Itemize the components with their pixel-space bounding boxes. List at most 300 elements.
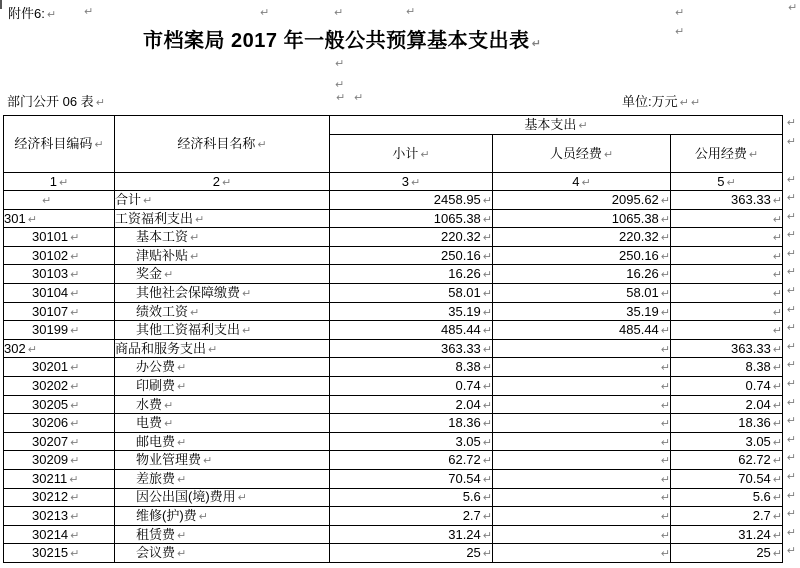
table-row <box>4 358 783 377</box>
row-end-mark: ↵ <box>786 432 797 446</box>
paragraph-mark: ↵ <box>203 454 213 468</box>
paragraph-mark: ↵ <box>482 528 492 542</box>
paragraph-mark: ↵ <box>70 510 80 524</box>
cell-subtotal: 25 ↵ <box>330 544 493 563</box>
cell-personnel: 16.26 ↵ <box>493 265 671 284</box>
paragraph-mark: ↵ <box>772 342 783 356</box>
cell-personnel <box>493 414 671 433</box>
cell-subtotal: 3.05 ↵ <box>330 432 493 451</box>
index-cell-1 <box>4 173 115 191</box>
cell-public: 2.04 ↵ ↵ <box>671 395 783 414</box>
header-cell-basic-expenditure <box>330 116 797 135</box>
header-cell-public <box>671 135 797 173</box>
cell-subject-name: 其他社会保障缴费 ↵ <box>115 283 330 302</box>
paragraph-mark: ↵ <box>660 268 670 282</box>
row-end-mark: ↵ <box>786 488 797 502</box>
cell-subtotal: 62.72 ↵ <box>330 451 493 470</box>
paragraph-mark: ↵ <box>482 379 492 393</box>
paragraph-mark: ↵ <box>411 175 421 189</box>
paragraph-mark: ↵ <box>531 37 542 50</box>
cell-subject-code: 30206 ↵ <box>4 414 115 433</box>
paragraph-mark: ↵ <box>242 324 252 338</box>
table-row <box>4 451 783 470</box>
paragraph-mark: ↵ <box>660 379 670 393</box>
cell-public: 25 ↵ ↵ <box>671 544 783 563</box>
cell-personnel <box>493 339 671 358</box>
paragraph-mark: ↵ <box>772 547 783 561</box>
paragraph-mark: ↵ <box>42 193 52 207</box>
cell-personnel <box>493 376 671 395</box>
cell-subject-name: 物业管理费 ↵ <box>115 451 330 470</box>
paragraph-mark: ↵ <box>772 193 783 207</box>
header-cell-subtotal <box>330 135 493 173</box>
table-row <box>4 488 783 507</box>
paragraph-mark: ↵ <box>70 268 80 282</box>
cell-subject-name: 办公费 ↵ <box>115 358 330 377</box>
cell-subtotal: 250.16 ↵ <box>330 246 493 265</box>
cell-personnel <box>493 432 671 451</box>
paragraph-mark: ↵ <box>772 454 783 468</box>
paragraph-mark: ↵ <box>237 491 247 505</box>
cell-subtotal: 220.32 ↵ <box>330 228 493 247</box>
paragraph-mark: ↵ <box>70 417 80 431</box>
cell-subtotal: 1065.38 ↵ <box>330 209 493 228</box>
cell-subject-code: 30103 ↵ <box>4 265 115 284</box>
cell-subject-name: 电费 ↵ <box>115 414 330 433</box>
paragraph-mark: ↵ <box>84 5 94 18</box>
row-end-mark: ↵ <box>786 507 797 521</box>
cell-public: 0.74 ↵ ↵ <box>671 376 783 395</box>
row-end-mark: ↵ <box>786 376 797 390</box>
paragraph-mark: ↵ <box>772 286 783 300</box>
paragraph-mark: ↵ <box>70 324 80 338</box>
cell-subject-code: 30215 ↵ <box>4 544 115 563</box>
budget-table <box>3 115 797 563</box>
cell-subject-name: 其他工资福利支出 ↵ <box>115 321 330 340</box>
cell-personnel: 35.19 ↵ <box>493 302 671 321</box>
paragraph-mark: ↵ <box>482 231 492 245</box>
paragraph-mark: ↵ <box>177 528 187 542</box>
index-cell-3 <box>330 173 493 191</box>
paragraph-mark: ↵ <box>772 212 783 226</box>
unit-label-text: 单位:万元 ↵ ↵ <box>622 94 701 109</box>
cell-subtotal: 8.38 ↵ <box>330 358 493 377</box>
paragraph-mark: ↵ <box>46 8 57 21</box>
table-number-text: 部门公开 06 表 ↵ <box>7 94 105 109</box>
cell-subject-code: 301 ↵ <box>4 209 115 228</box>
table-row <box>4 191 783 210</box>
header-name-label: 经济科目名称 ↵ <box>177 136 267 152</box>
paragraph-mark: ↵ <box>675 25 685 38</box>
paragraph-mark: ↵ <box>94 138 104 152</box>
cell-subject-code: 30205 ↵ <box>4 395 115 414</box>
cell-public: 62.72 ↵ ↵ <box>671 451 783 470</box>
row-end-mark: ↵ <box>786 358 797 372</box>
paragraph-mark: ↵ <box>27 212 37 226</box>
cell-personnel <box>493 544 671 563</box>
cell-subject-name: 奖金 ↵ <box>115 265 330 284</box>
page-title <box>143 24 541 53</box>
paragraph-mark: ↵ <box>772 472 783 486</box>
cell-subject-code: 30213 ↵ <box>4 507 115 526</box>
cell-subject-code: 30209 ↵ <box>4 451 115 470</box>
paragraph-mark: ↵ <box>177 472 187 486</box>
index-label: 3 ↵ <box>401 173 421 189</box>
paragraph-mark: ↵ <box>660 472 670 486</box>
cell-subject-code: 30207 ↵ <box>4 432 115 451</box>
paragraph-mark: ↵ <box>603 147 614 161</box>
paragraph-mark: ↵ <box>95 96 105 109</box>
table-row-column-index <box>4 173 783 191</box>
index-label: 5 ↵ <box>717 173 736 189</box>
cell-personnel <box>493 358 671 377</box>
paragraph-mark: ↵ <box>177 361 187 375</box>
cell-subject-code: 30212 ↵ <box>4 488 115 507</box>
cell-subtotal: 16.26 ↵ <box>330 265 493 284</box>
cell-personnel: 220.32 ↵ <box>493 228 671 247</box>
paragraph-mark: ↵ <box>70 398 80 412</box>
paragraph-mark: ↵ <box>335 78 345 91</box>
paragraph-mark: ↵ <box>660 249 670 263</box>
cell-subject-name: 会议费 ↵ <box>115 544 330 563</box>
cell-subtotal: 2.04 ↵ <box>330 395 493 414</box>
cell-personnel: 2095.62 ↵ <box>493 191 671 210</box>
cell-public <box>671 246 797 265</box>
row-end-mark: ↵ <box>786 265 797 279</box>
cell-public: 2.7 ↵ ↵ <box>671 507 783 526</box>
cell-public: 8.38 ↵ ↵ <box>671 358 783 377</box>
paragraph-mark: ↵ <box>772 510 783 524</box>
paragraph-mark: ↵ <box>772 528 783 542</box>
row-end-mark: ↵ <box>786 116 797 129</box>
paragraph-mark: ↵ <box>420 147 430 161</box>
paragraph-mark: ↵ <box>242 286 252 300</box>
cell-subject-code: 30199 ↵ <box>4 321 115 340</box>
paragraph-mark: ↵ <box>660 286 670 300</box>
cell-subject-code: 30201 ↵ <box>4 358 115 377</box>
paragraph-mark: ↵ <box>482 472 492 486</box>
paragraph-mark: ↵ <box>482 510 492 524</box>
cell-subtotal: 2458.95 ↵ <box>330 191 493 210</box>
cell-public <box>671 209 797 228</box>
paragraph-mark: ↵ <box>190 305 200 319</box>
cell-subject-code: 30202 ↵ <box>4 376 115 395</box>
row-end-mark: ↵ <box>786 469 797 483</box>
cell-personnel: 1065.38 ↵ <box>493 209 671 228</box>
paragraph-mark: ↵ <box>482 342 492 356</box>
cell-subject-name: 水费 ↵ <box>115 395 330 414</box>
paragraph-mark: ↵ <box>70 286 80 300</box>
index-label: 4 ↵ <box>572 173 591 189</box>
paragraph-mark: ↵ <box>772 361 783 375</box>
budget-table-body <box>4 191 797 563</box>
paragraph-mark: ↵ <box>482 454 492 468</box>
paragraph-mark: ↵ <box>482 249 492 263</box>
table-row <box>4 376 783 395</box>
paragraph-mark: ↵ <box>70 249 80 263</box>
header-subtotal-label: 小计 ↵ <box>392 145 430 161</box>
table-row <box>4 525 783 544</box>
paragraph-mark: ↵ <box>164 417 174 431</box>
table-row <box>4 283 783 302</box>
paragraph-mark: ↵ <box>69 472 79 486</box>
paragraph-mark: ↵ <box>788 1 798 14</box>
paragraph-mark: ↵ <box>660 212 670 226</box>
cell-subject-code: 30107 ↵ <box>4 302 115 321</box>
paragraph-mark: ↵ <box>222 175 232 189</box>
cell-public: 363.33 ↵ ↵ <box>671 191 783 210</box>
cell-public <box>671 265 797 284</box>
cell-subject-code: 302 ↵ <box>4 339 115 358</box>
paragraph-mark: ↵ <box>482 193 492 207</box>
cell-personnel <box>493 525 671 544</box>
paragraph-mark: ↵ <box>335 57 345 70</box>
paragraph-mark: ↵ <box>198 510 208 524</box>
index-cell-4 <box>493 173 671 191</box>
row-end-mark: ↵ <box>786 246 797 260</box>
paragraph-mark: ↵ <box>660 528 670 542</box>
table-row-header-group <box>4 116 783 135</box>
paragraph-mark: ↵ <box>177 547 187 561</box>
paragraph-mark: ↵ <box>660 231 670 245</box>
row-end-mark: ↵ <box>786 135 797 148</box>
row-end-mark: ↵ <box>786 414 797 428</box>
paragraph-mark: ↵ <box>772 398 783 412</box>
cell-subject-name: 印刷费 ↵ <box>115 376 330 395</box>
cell-subject-code: 30104 ↵ <box>4 283 115 302</box>
paragraph-mark: ↵ <box>675 6 685 19</box>
cell-personnel <box>493 469 671 488</box>
table-row <box>4 265 783 284</box>
cell-subtotal: 70.54 ↵ <box>330 469 493 488</box>
cell-public <box>671 283 797 302</box>
row-end-mark: ↵ <box>786 191 797 204</box>
row-end-mark: ↵ <box>786 302 797 316</box>
paragraph-mark: ↵ <box>748 147 759 161</box>
paragraph-mark: ↵ <box>772 249 783 263</box>
row-end-mark: ↵ <box>786 283 797 297</box>
table-row <box>4 469 783 488</box>
cell-subject-code <box>4 191 115 210</box>
cell-subject-code: 30211 ↵ <box>4 469 115 488</box>
cell-subtotal: 35.19 ↵ <box>330 302 493 321</box>
table-row <box>4 395 783 414</box>
cell-subject-code: 30102 ↵ <box>4 246 115 265</box>
paragraph-mark: ↵ <box>70 435 80 449</box>
paragraph-mark: ↵ <box>660 361 670 375</box>
header-personnel-label: 人员经费 ↵ <box>549 145 614 161</box>
cell-public <box>671 302 797 321</box>
cell-public: 70.54 ↵ ↵ <box>671 469 783 488</box>
header-cell-name <box>115 116 330 173</box>
cell-personnel: 58.01 ↵ <box>493 283 671 302</box>
paragraph-mark: ↵ <box>70 379 80 393</box>
paragraph-mark: ↵ <box>772 417 783 431</box>
paragraph-mark: ↵ <box>482 417 492 431</box>
cell-public: 31.24 ↵ ↵ <box>671 525 783 544</box>
paragraph-mark: ↵ <box>70 547 80 561</box>
cell-subtotal: 0.74 ↵ <box>330 376 493 395</box>
paragraph-mark: ↵ <box>772 379 783 393</box>
paragraph-mark: ↵ <box>772 491 783 505</box>
paragraph-mark: ↵ <box>660 342 670 356</box>
paragraph-mark: ↵ <box>660 454 670 468</box>
cell-subtotal: 485.44 ↵ <box>330 321 493 340</box>
attachment-label-text: 附件6: ↵ <box>8 6 57 21</box>
header-cell-code <box>4 116 115 173</box>
paragraph-mark: ↵ <box>27 342 37 356</box>
text-cursor <box>0 0 2 9</box>
paragraph-mark: ↵ <box>581 175 591 189</box>
table-row <box>4 414 783 433</box>
cell-subtotal: 5.6 ↵ <box>330 488 493 507</box>
row-end-mark: ↵ <box>786 228 797 242</box>
table-row <box>4 339 783 358</box>
paragraph-mark: ↵ <box>70 491 80 505</box>
paragraph-mark: ↵ <box>177 379 187 393</box>
table-row <box>4 544 783 563</box>
row-end-mark: ↵ <box>786 395 797 409</box>
cell-subject-name: 邮电费 ↵ <box>115 432 330 451</box>
paragraph-mark: ↵ <box>190 231 200 245</box>
cell-subject-name: 差旅费 ↵ <box>115 469 330 488</box>
paragraph-mark: ↵ <box>59 175 69 189</box>
index-label: 2 ↵ <box>212 173 232 189</box>
paragraph-mark: ↵ <box>482 398 492 412</box>
cell-subject-name: 工资福利支出 ↵ <box>115 209 330 228</box>
paragraph-mark: ↵ <box>482 286 492 300</box>
cell-public: 3.05 ↵ ↵ <box>671 432 783 451</box>
paragraph-mark: ↵ <box>726 175 736 189</box>
cell-subject-name: 绩效工资 ↵ <box>115 302 330 321</box>
paragraph-mark: ↵ <box>70 305 80 319</box>
paragraph-mark: ↵ <box>660 324 670 338</box>
paragraph-mark: ↵ <box>70 454 80 468</box>
table-row <box>4 507 783 526</box>
cell-personnel <box>493 488 671 507</box>
cell-subtotal: 2.7 ↵ <box>330 507 493 526</box>
paragraph-mark: ↵ <box>660 398 670 412</box>
paragraph-mark: ↵ <box>143 193 153 207</box>
row-end-mark: ↵ <box>786 451 797 465</box>
cell-personnel <box>493 507 671 526</box>
cell-personnel <box>493 451 671 470</box>
index-cell-2 <box>115 173 330 191</box>
cell-public <box>671 228 797 247</box>
row-end-mark: ↵ <box>786 321 797 335</box>
cell-public: 363.33 ↵ ↵ <box>671 339 783 358</box>
cell-subtotal: 31.24 ↵ <box>330 525 493 544</box>
cell-subject-code: 30101 ↵ <box>4 228 115 247</box>
cell-subject-name: 津贴补贴 ↵ <box>115 246 330 265</box>
paragraph-mark: ↵ <box>482 435 492 449</box>
header-basic-expenditure-label: 基本支出 ↵ <box>524 117 588 133</box>
paragraph-mark: ↵ <box>772 324 783 338</box>
table-row <box>4 228 783 247</box>
index-cell-5 <box>671 173 797 191</box>
paragraph-mark: ↵ <box>772 268 783 282</box>
paragraph-mark: ↵ <box>660 193 670 207</box>
paragraph-mark: ↵ <box>679 96 689 109</box>
paragraph-mark: ↵ <box>660 547 670 561</box>
cell-subject-code: 30214 ↵ <box>4 525 115 544</box>
paragraph-mark: ↵ <box>482 212 492 226</box>
paragraph-mark: ↵ <box>190 249 200 263</box>
paragraph-mark: ↵ <box>260 6 270 19</box>
paragraph-mark: ↵ <box>660 510 670 524</box>
paragraph-mark: ↵ <box>660 435 670 449</box>
paragraph-mark: ↵ <box>578 119 588 133</box>
paragraph-mark: ↵ <box>482 324 492 338</box>
header-public-label: 公用经费 ↵ <box>694 145 759 161</box>
cell-subject-name: 租赁费 ↵ <box>115 525 330 544</box>
cell-subject-name: 商品和服务支出 ↵ <box>115 339 330 358</box>
cell-subtotal: 58.01 ↵ <box>330 283 493 302</box>
paragraph-mark: ↵ <box>482 491 492 505</box>
row-end-mark: ↵ <box>786 339 797 353</box>
cell-personnel: 250.16 ↵ <box>493 246 671 265</box>
paragraph-mark: ↵ <box>482 305 492 319</box>
paragraph-mark: ↵ <box>164 268 174 282</box>
cell-subject-name: 维修(护)费 ↵ <box>115 507 330 526</box>
paragraph-mark: ↵ <box>336 91 346 104</box>
attachment-label <box>8 3 56 22</box>
cell-subtotal: 18.36 ↵ <box>330 414 493 433</box>
budget-table-header <box>4 116 797 191</box>
paragraph-mark: ↵ <box>354 91 364 104</box>
unit-label <box>622 91 700 110</box>
row-end-mark: ↵ <box>786 209 797 223</box>
paragraph-mark: ↵ <box>164 398 174 412</box>
cell-subject-name: 基本工资 ↵ <box>115 228 330 247</box>
paragraph-mark: ↵ <box>334 6 344 19</box>
paragraph-mark: ↵ <box>70 528 80 542</box>
cell-public: 18.36 ↵ ↵ <box>671 414 783 433</box>
paragraph-mark: ↵ <box>660 417 670 431</box>
paragraph-mark: ↵ <box>70 361 80 375</box>
cell-public: 5.6 ↵ ↵ <box>671 488 783 507</box>
cell-public <box>671 321 797 340</box>
paragraph-mark: ↵ <box>772 305 783 319</box>
paragraph-mark: ↵ <box>195 212 205 226</box>
paragraph-mark: ↵ <box>482 547 492 561</box>
paragraph-mark: ↵ <box>772 231 783 245</box>
header-cell-personnel <box>493 135 671 173</box>
paragraph-mark: ↵ <box>690 96 701 109</box>
row-end-mark: ↵ <box>786 173 797 186</box>
table-row <box>4 209 783 228</box>
cell-subject-name: 合计 ↵ <box>115 191 330 210</box>
cell-subject-name: 因公出国(境)费用 ↵ <box>115 488 330 507</box>
paragraph-mark: ↵ <box>208 342 218 356</box>
row-end-mark: ↵ <box>786 525 797 539</box>
paragraph-mark: ↵ <box>70 231 80 245</box>
paragraph-mark: ↵ <box>660 491 670 505</box>
paragraph-mark: ↵ <box>660 305 670 319</box>
page-title-text: 市档案局 2017 年一般公共预算基本支出表 ↵ <box>143 30 542 52</box>
table-row <box>4 246 783 265</box>
paragraph-mark: ↵ <box>257 138 267 152</box>
paragraph-mark: ↵ <box>772 435 783 449</box>
header-code-label: 经济科目编码 ↵ <box>14 136 104 152</box>
table-row <box>4 432 783 451</box>
paragraph-mark: ↵ <box>482 268 492 282</box>
table-row <box>4 321 783 340</box>
index-label: 1 ↵ <box>49 173 69 189</box>
table-number-label <box>7 91 105 110</box>
paragraph-mark: ↵ <box>482 361 492 375</box>
cell-personnel: 485.44 ↵ <box>493 321 671 340</box>
